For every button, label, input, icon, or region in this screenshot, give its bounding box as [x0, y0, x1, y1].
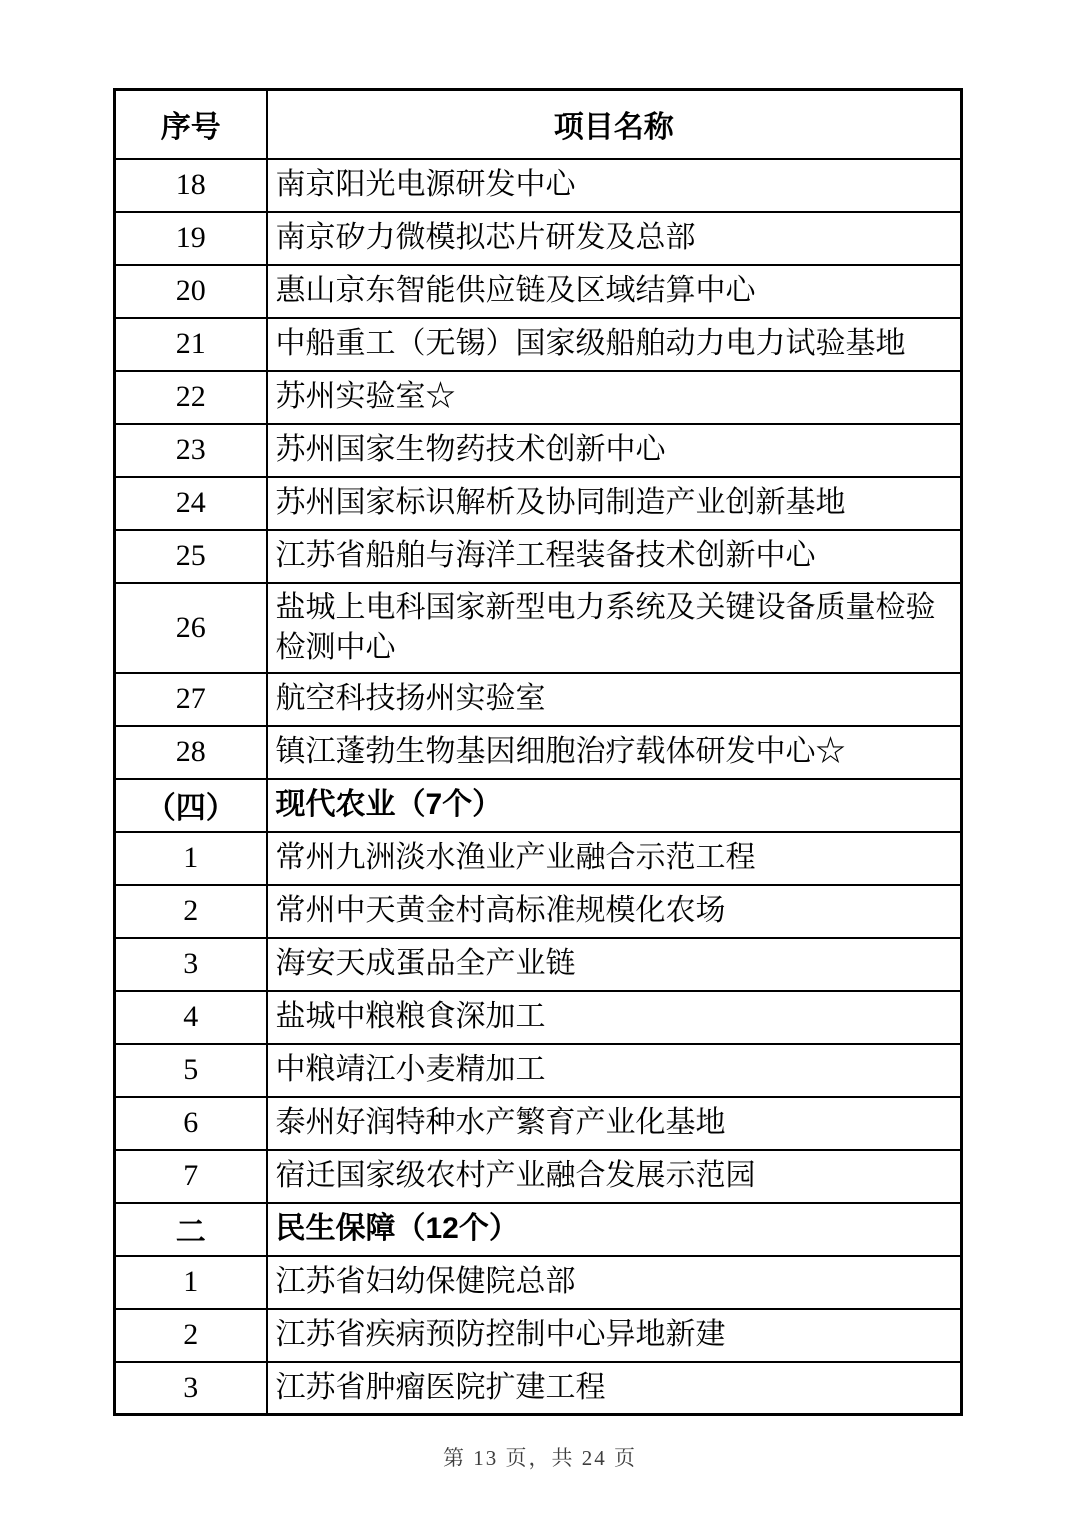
table-row — [115, 424, 962, 477]
project-name-cell: 江苏省肿瘤医院扩建工程 — [267, 1362, 962, 1415]
table-row — [115, 583, 962, 673]
project-name-cell: 现代农业（7个） — [267, 779, 962, 832]
table-row — [115, 673, 962, 726]
table-row — [115, 318, 962, 371]
row-index-cell: （四） — [115, 779, 267, 832]
table-row — [115, 938, 962, 991]
row-index-cell: 22 — [115, 371, 267, 424]
table-row — [115, 159, 962, 212]
row-index-cell: 3 — [115, 938, 267, 991]
table-row — [115, 1097, 962, 1150]
row-index-cell: 2 — [115, 885, 267, 938]
project-name-cell: 常州九洲淡水渔业产业融合示范工程 — [267, 832, 962, 885]
table-row — [115, 779, 962, 832]
project-name-cell: 南京阳光电源研发中心 — [267, 159, 962, 212]
project-name-cell: 泰州好润特种水产繁育产业化基地 — [267, 1097, 962, 1150]
table-row — [115, 371, 962, 424]
table-row — [115, 1203, 962, 1256]
project-name-cell: 海安天成蛋品全产业链 — [267, 938, 962, 991]
table-row — [115, 832, 962, 885]
table-row — [115, 477, 962, 530]
project-name-cell: 常州中天黄金村高标准规模化农场 — [267, 885, 962, 938]
row-index-cell: 23 — [115, 424, 267, 477]
project-name-cell: 民生保障（12个） — [267, 1203, 962, 1256]
header-row — [115, 90, 962, 159]
table-body — [115, 159, 962, 1415]
table-row — [115, 1150, 962, 1203]
row-index-cell: 26 — [115, 583, 267, 673]
project-name-cell: 苏州实验室☆ — [267, 371, 962, 424]
column-header-project-name: 项目名称 — [267, 90, 962, 159]
table-row — [115, 885, 962, 938]
project-name-cell: 江苏省妇幼保健院总部 — [267, 1256, 962, 1309]
row-index-cell: 21 — [115, 318, 267, 371]
project-name-cell: 苏州国家标识解析及协同制造产业创新基地 — [267, 477, 962, 530]
row-index-cell: 5 — [115, 1044, 267, 1097]
row-index-cell: 20 — [115, 265, 267, 318]
row-index-cell: 4 — [115, 991, 267, 1044]
project-name-cell: 江苏省疾病预防控制中心异地新建 — [267, 1309, 962, 1362]
table-row — [115, 530, 962, 583]
column-header-index: 序号 — [115, 90, 267, 159]
project-name-cell: 镇江蓬勃生物基因细胞治疗载体研发中心☆ — [267, 726, 962, 779]
project-name-cell: 江苏省船舶与海洋工程装备技术创新中心 — [267, 530, 962, 583]
project-name-cell: 盐城中粮粮食深加工 — [267, 991, 962, 1044]
page-number-footer: 第 13 页，共 24 页 — [443, 1446, 637, 1470]
row-index-cell: 1 — [115, 832, 267, 885]
table-row — [115, 1362, 962, 1415]
project-name-cell: 航空科技扬州实验室 — [267, 673, 962, 726]
row-index-cell: 25 — [115, 530, 267, 583]
table-row — [115, 1044, 962, 1097]
table-row — [115, 212, 962, 265]
project-name-cell: 惠山京东智能供应链及区域结算中心 — [267, 265, 962, 318]
project-name-cell: 中粮靖江小麦精加工 — [267, 1044, 962, 1097]
table-row — [115, 265, 962, 318]
row-index-cell: 6 — [115, 1097, 267, 1150]
row-index-cell: 3 — [115, 1362, 267, 1415]
row-index-cell: 27 — [115, 673, 267, 726]
project-name-cell: 苏州国家生物药技术创新中心 — [267, 424, 962, 477]
projects-table — [113, 88, 963, 1416]
project-name-cell: 宿迁国家级农村产业融合发展示范园 — [267, 1150, 962, 1203]
row-index-cell: 7 — [115, 1150, 267, 1203]
row-index-cell: 2 — [115, 1309, 267, 1362]
row-index-cell: 24 — [115, 477, 267, 530]
table-row — [115, 1309, 962, 1362]
row-index-cell: 1 — [115, 1256, 267, 1309]
table-row — [115, 726, 962, 779]
row-index-cell: 18 — [115, 159, 267, 212]
project-name-cell: 南京矽力微模拟芯片研发及总部 — [267, 212, 962, 265]
table-row — [115, 991, 962, 1044]
row-index-cell: 二 — [115, 1203, 267, 1256]
row-index-cell: 19 — [115, 212, 267, 265]
table-header — [115, 90, 962, 159]
project-name-cell: 盐城上电科国家新型电力系统及关键设备质量检验检测中心 — [267, 583, 962, 673]
table-row — [115, 1256, 962, 1309]
row-index-cell: 28 — [115, 726, 267, 779]
project-name-cell: 中船重工（无锡）国家级船舶动力电力试验基地 — [267, 318, 962, 371]
